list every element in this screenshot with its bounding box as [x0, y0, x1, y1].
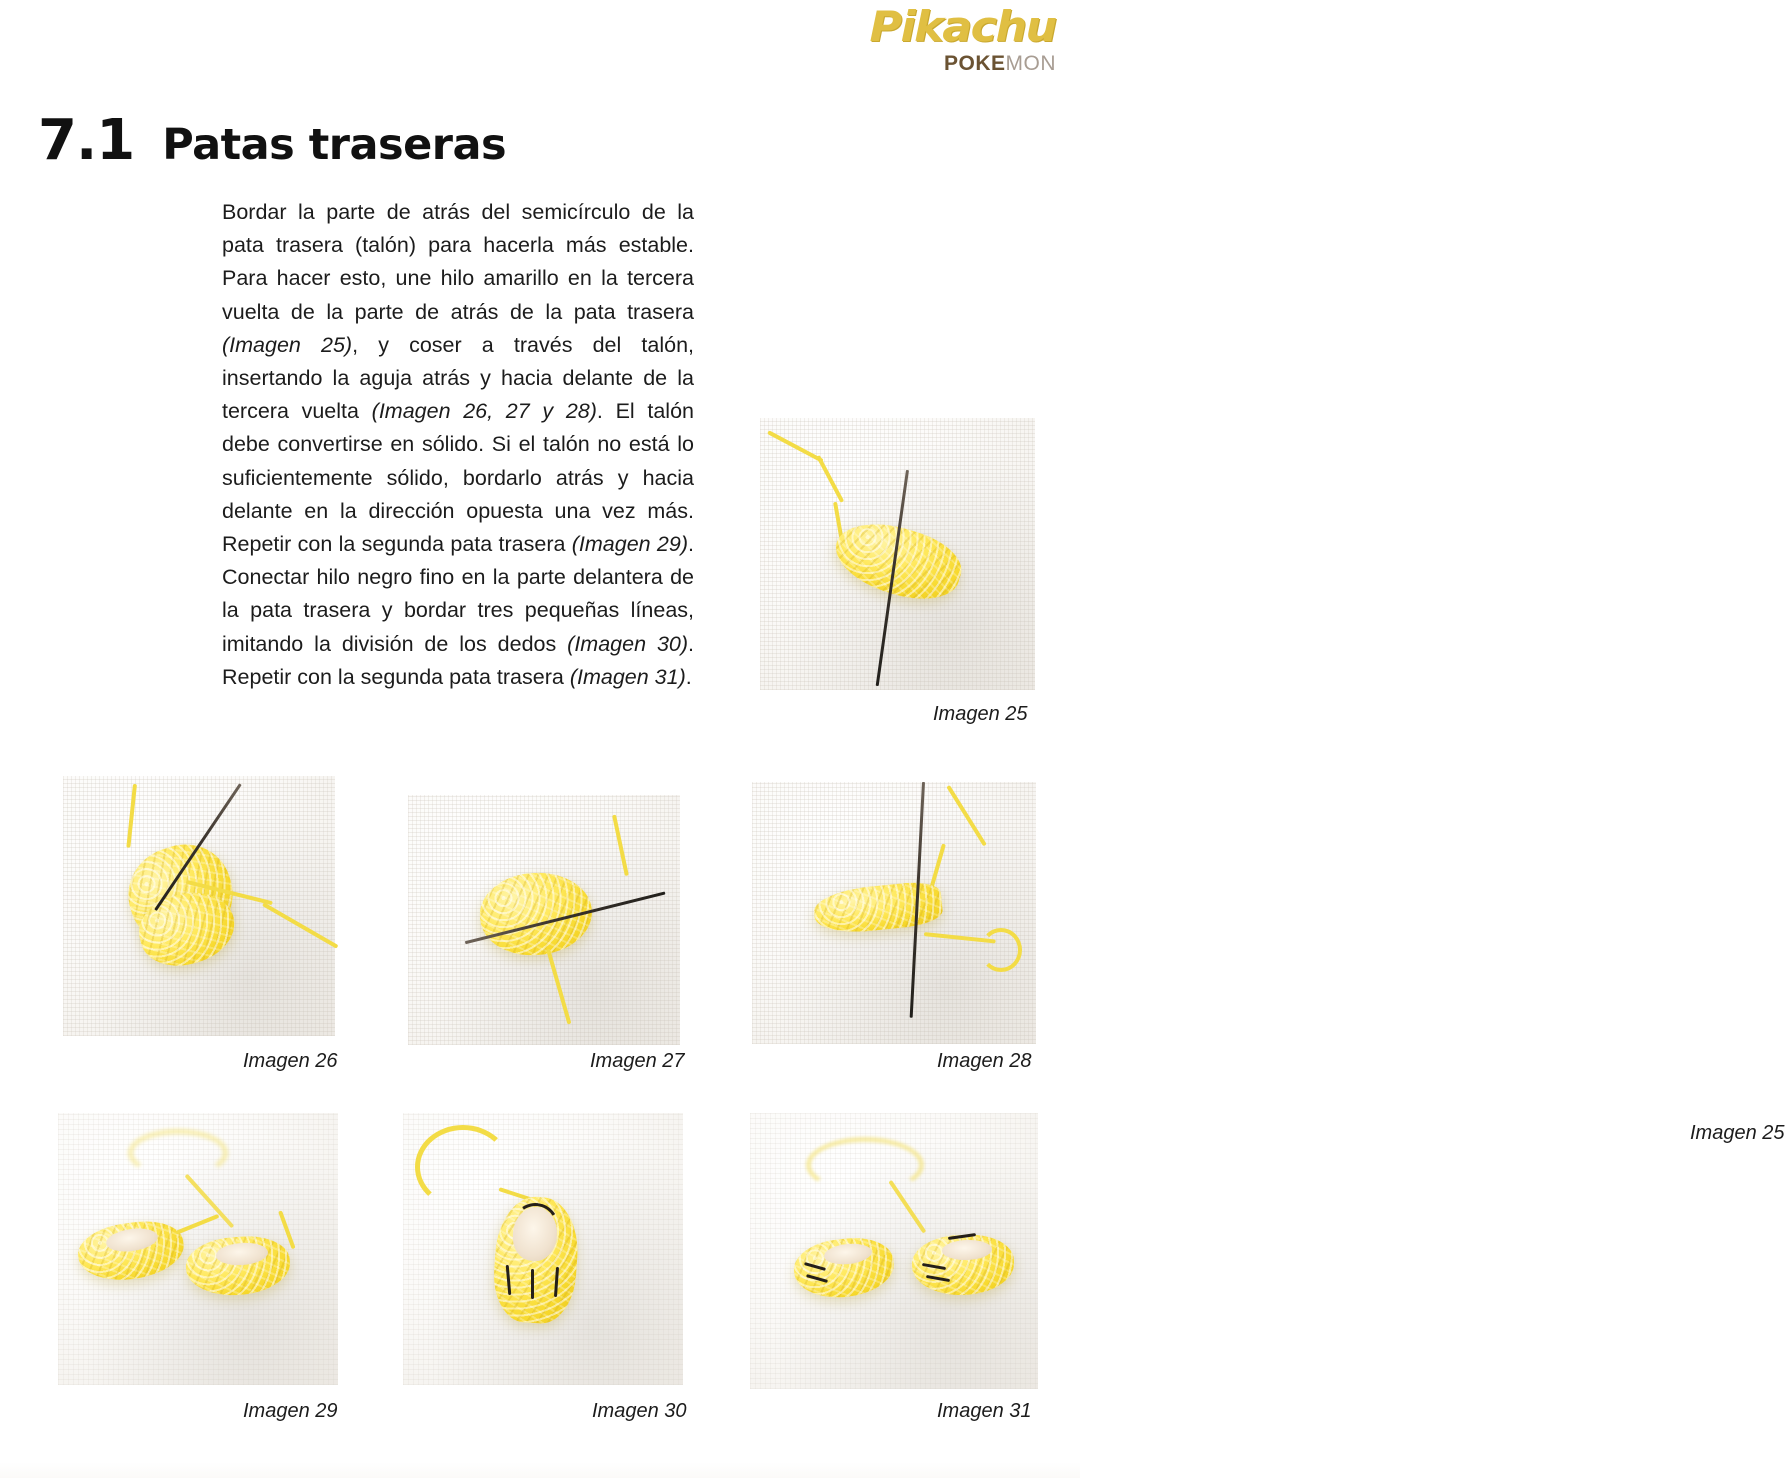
yarn-loop	[806, 1137, 924, 1193]
section-number: 7.1	[38, 108, 135, 173]
figure-caption: Imagen 25	[1690, 1122, 1785, 1144]
section-heading	[38, 108, 506, 173]
figure-imagen-29	[58, 1113, 338, 1385]
figure-imagen-28	[752, 782, 1036, 1044]
toe-line	[531, 1269, 534, 1299]
page-title: Patas traseras	[162, 120, 507, 170]
caption-imagen-31: Imagen 31	[937, 1400, 1032, 1422]
caption-imagen-27: Imagen 27	[590, 1050, 685, 1072]
figure-imagen-26	[63, 776, 335, 1036]
brand-poke-text: POKE	[943, 52, 1006, 75]
brand-pokemon-wordmark	[880, 53, 1056, 74]
brand-pikachu-wordmark: Pikachu	[869, 2, 1056, 51]
caption-imagen-25: Imagen 25	[933, 703, 1028, 725]
instruction-paragraph: Bordar la parte de atrás del semicírculo de la pata trasera (talón) para hacerla más estable. Para hacer esto, une hilo amarillo en la tercera vuelta de la parte de atrás de la pata trasera (Imagen 25), y coser a través del talón, insertando la aguja atrás y hacia delante de la tercera vuelta (Imagen 26, 27 y 28). El talón debe convertirse en sólido. Si el talón no está lo suficientemente sólido, bordarlo atrás y hacia delante en la dirección opuesta una vez más. Repetir con la segunda pata trasera (Imagen 29). Conectar hilo negro fino en la parte delantera de la pata trasera y bordar tres pequeñas líneas, imitando la división de los dedos (Imagen 30). Repetir con la segunda pata trasera (Imagen 31).	[222, 200, 695, 689]
yarn-loop	[980, 928, 1022, 972]
yarn-loop	[128, 1129, 228, 1177]
caption-imagen-30: Imagen 30	[592, 1400, 687, 1422]
brand-mon-text: MON	[1005, 52, 1056, 75]
figure-imagen-30	[403, 1113, 683, 1385]
caption-imagen-29: Imagen 29	[243, 1400, 338, 1422]
figure-imagen-31	[750, 1113, 1038, 1389]
caption-imagen-28: Imagen 28	[937, 1050, 1032, 1072]
caption-imagen-26: Imagen 26	[243, 1050, 338, 1072]
brand-logo	[869, 2, 1056, 75]
figure-imagen-27	[408, 795, 680, 1045]
page-bottom-bleed	[0, 1462, 1080, 1478]
yarn-loop	[415, 1125, 511, 1209]
